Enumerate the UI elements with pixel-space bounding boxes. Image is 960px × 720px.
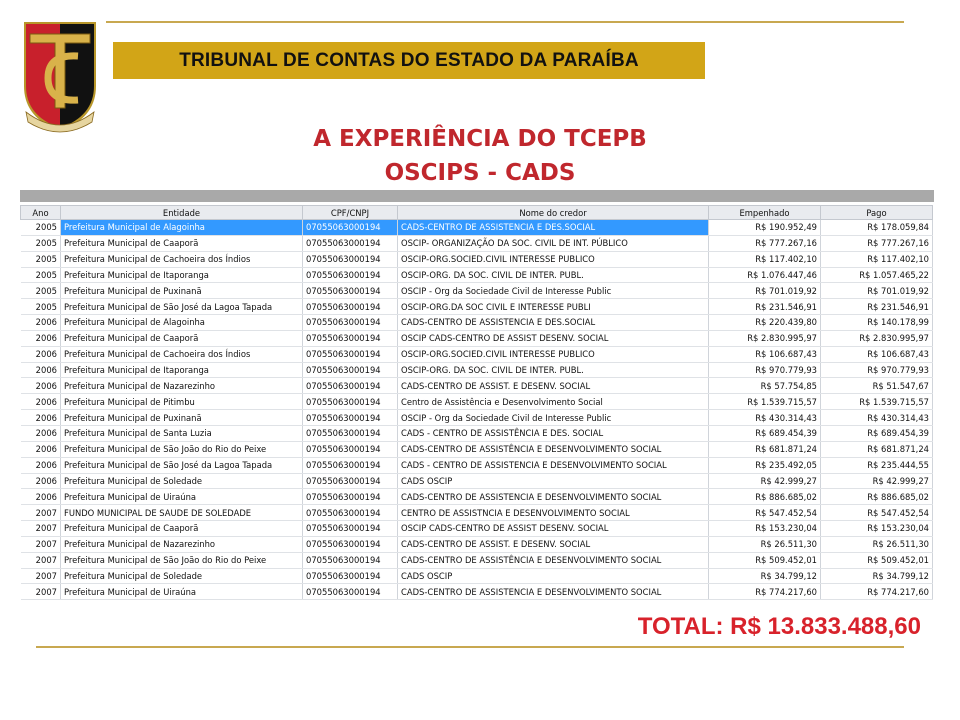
table-cell[interactable]: 07055063000194 — [303, 267, 398, 283]
table-cell[interactable]: R$ 117.402,10 — [821, 251, 933, 267]
table-row[interactable] — [21, 330, 933, 346]
table-cell[interactable]: R$ 34.799,12 — [709, 568, 821, 584]
table-cell[interactable]: CADS-CENTRO DE ASSIST. E DESENV. SOCIAL — [398, 378, 709, 394]
table-cell[interactable]: R$ 547.452,54 — [821, 505, 933, 521]
table-cell[interactable]: R$ 774.217,60 — [821, 584, 933, 600]
table-cell[interactable]: Prefeitura Municipal de Nazarezinho — [61, 536, 303, 552]
table-cell[interactable]: 2005 — [21, 299, 61, 315]
table-cell[interactable]: Prefeitura Municipal de São José da Lagoa Tapada — [61, 299, 303, 315]
table-cell[interactable]: 07055063000194 — [303, 394, 398, 410]
table-cell[interactable]: R$ 51.547,67 — [821, 378, 933, 394]
table-cell[interactable]: CADS-CENTRO DE ASSISTENCIA E DESENVOLVIMENTO SOCIAL — [398, 584, 709, 600]
table-cell[interactable]: 07055063000194 — [303, 220, 398, 236]
table-row[interactable] — [21, 473, 933, 489]
table-cell[interactable]: R$ 42.999,27 — [821, 473, 933, 489]
table-row[interactable] — [21, 536, 933, 552]
table-cell[interactable]: 07055063000194 — [303, 251, 398, 267]
column-header[interactable]: Empenhado — [709, 206, 821, 220]
table-cell[interactable]: 2007 — [21, 536, 61, 552]
table-cell[interactable]: 2006 — [21, 378, 61, 394]
table-cell[interactable]: R$ 106.687,43 — [821, 346, 933, 362]
table-cell[interactable]: CADS - CENTRO DE ASSISTÊNCIA E DES. SOCIAL — [398, 425, 709, 441]
table-cell[interactable]: Prefeitura Municipal de Santa Luzia — [61, 425, 303, 441]
table-cell[interactable]: CADS-CENTRO DE ASSISTÊNCIA E DESENVOLVIMENTO SOCIAL — [398, 441, 709, 457]
table-cell[interactable]: R$ 235.492,05 — [709, 457, 821, 473]
table-cell[interactable]: R$ 140.178,99 — [821, 315, 933, 331]
table-cell[interactable]: 2006 — [21, 441, 61, 457]
bottom-divider — [36, 646, 904, 648]
table-cell[interactable]: Prefeitura Municipal de Soledade — [61, 568, 303, 584]
table-cell[interactable]: Prefeitura Municipal de São José da Lagoa Tapada — [61, 457, 303, 473]
column-header[interactable]: Ano — [21, 206, 61, 220]
table-cell[interactable]: Prefeitura Municipal de Itaporanga — [61, 362, 303, 378]
table-cell[interactable]: R$ 509.452,01 — [821, 552, 933, 568]
table-cell[interactable]: CENTRO DE ASSISTNCIA E DESENVOLVIMENTO SOCIAL — [398, 505, 709, 521]
table-cell[interactable]: R$ 1.539.715,57 — [821, 394, 933, 410]
table-cell[interactable]: OSCIP-ORG.SOCIED.CIVIL INTERESSE PUBLICO — [398, 346, 709, 362]
table-cell[interactable]: R$ 190.952,49 — [709, 220, 821, 236]
table-cell[interactable]: 2006 — [21, 394, 61, 410]
table-cell[interactable]: R$ 1.057.465,22 — [821, 267, 933, 283]
table-row[interactable] — [21, 267, 933, 283]
table-cell[interactable]: 07055063000194 — [303, 568, 398, 584]
table-cell[interactable]: 2005 — [21, 267, 61, 283]
table-cell[interactable]: Prefeitura Municipal de Puxinanã — [61, 410, 303, 426]
table-cell[interactable]: 2006 — [21, 489, 61, 505]
table-cell[interactable]: Prefeitura Municipal de Soledade — [61, 473, 303, 489]
table-cell[interactable]: CADS-CENTRO DE ASSISTENCIA E DES.SOCIAL — [398, 315, 709, 331]
table-cell[interactable]: 2007 — [21, 521, 61, 537]
table-cell[interactable]: 07055063000194 — [303, 378, 398, 394]
table-cell[interactable]: R$ 774.217,60 — [709, 584, 821, 600]
table-cell[interactable]: R$ 777.267,16 — [709, 235, 821, 251]
table-cell[interactable]: OSCIP CADS-CENTRO DE ASSIST DESENV. SOCIAL — [398, 521, 709, 537]
table-cell[interactable]: 2005 — [21, 220, 61, 236]
table-cell[interactable]: 07055063000194 — [303, 536, 398, 552]
table-row[interactable] — [21, 505, 933, 521]
table-cell[interactable]: 2005 — [21, 251, 61, 267]
table-cell[interactable]: 2005 — [21, 235, 61, 251]
table-cell[interactable]: R$ 701.019,92 — [709, 283, 821, 299]
table-row[interactable] — [21, 378, 933, 394]
table-cell[interactable]: OSCIP-ORG. DA SOC. CIVIL DE INTER. PUBL. — [398, 267, 709, 283]
table-cell[interactable]: 2006 — [21, 457, 61, 473]
table-cell[interactable]: R$ 2.830.995,97 — [821, 330, 933, 346]
data-grid-panel — [20, 190, 934, 610]
table-cell[interactable]: CADS OSCIP — [398, 473, 709, 489]
table-cell[interactable]: 07055063000194 — [303, 410, 398, 426]
table-cell[interactable]: OSCIP-ORG.SOCIED.CIVIL INTERESSE PUBLICO — [398, 251, 709, 267]
table-cell[interactable]: Centro de Assistência e Desenvolvimento Social — [398, 394, 709, 410]
table-cell[interactable]: 07055063000194 — [303, 584, 398, 600]
table-cell[interactable]: Prefeitura Municipal de São João do Rio do Peixe — [61, 441, 303, 457]
table-row[interactable] — [21, 457, 933, 473]
table-cell[interactable]: R$ 57.754,85 — [709, 378, 821, 394]
table-cell[interactable]: 2006 — [21, 362, 61, 378]
table-cell[interactable]: R$ 970.779,93 — [709, 362, 821, 378]
table-row[interactable] — [21, 315, 933, 331]
table-cell[interactable]: R$ 231.546,91 — [709, 299, 821, 315]
table-cell[interactable]: 07055063000194 — [303, 552, 398, 568]
table-cell[interactable]: R$ 26.511,30 — [709, 536, 821, 552]
table-cell[interactable]: 2005 — [21, 283, 61, 299]
table-row[interactable] — [21, 489, 933, 505]
table-cell[interactable]: R$ 681.871,24 — [709, 441, 821, 457]
table-cell[interactable]: CADS-CENTRO DE ASSISTENCIA E DESENVOLVIMENTO SOCIAL — [398, 489, 709, 505]
table-cell[interactable]: 07055063000194 — [303, 425, 398, 441]
table-cell[interactable]: R$ 153.230,04 — [709, 521, 821, 537]
table-row[interactable] — [21, 425, 933, 441]
table-row[interactable] — [21, 283, 933, 299]
table-cell[interactable]: CADS - CENTRO DE ASSISTENCIA E DESENVOLVIMENTO SOCIAL — [398, 457, 709, 473]
table-cell[interactable]: R$ 1.076.447,46 — [709, 267, 821, 283]
table-cell[interactable]: 07055063000194 — [303, 299, 398, 315]
table-cell[interactable]: 2006 — [21, 330, 61, 346]
org-name: TRIBUNAL DE CONTAS DO ESTADO DA PARAÍBA — [179, 49, 639, 71]
table-cell[interactable]: Prefeitura Municipal de Nazarezinho — [61, 378, 303, 394]
table-cell[interactable]: 07055063000194 — [303, 489, 398, 505]
table-cell[interactable]: FUNDO MUNICIPAL DE SAUDE DE SOLEDADE — [61, 505, 303, 521]
table-row[interactable] — [21, 220, 933, 236]
data-grid — [20, 205, 933, 600]
top-divider — [106, 21, 904, 23]
table-cell[interactable]: OSCIP - Org da Sociedade Civil de Interesse Public — [398, 283, 709, 299]
table-row[interactable] — [21, 552, 933, 568]
table-cell[interactable]: Prefeitura Municipal de Cachoeira dos Índios — [61, 251, 303, 267]
table-cell[interactable]: R$ 42.999,27 — [709, 473, 821, 489]
table-cell[interactable]: R$ 701.019,92 — [821, 283, 933, 299]
table-cell[interactable]: R$ 178.059,84 — [821, 220, 933, 236]
table-cell[interactable]: OSCIP- ORGANIZAÇÃO DA SOC. CIVIL DE INT. PÚBLICO — [398, 235, 709, 251]
table-cell[interactable]: R$ 547.452,54 — [709, 505, 821, 521]
page-subtitle: OSCIPS - CADS — [384, 160, 576, 186]
table-cell[interactable]: 2007 — [21, 584, 61, 600]
table-row[interactable] — [21, 521, 933, 537]
table-cell[interactable]: Prefeitura Municipal de Caaporã — [61, 521, 303, 537]
table-cell[interactable]: OSCIP CADS-CENTRO DE ASSIST DESENV. SOCIAL — [398, 330, 709, 346]
table-cell[interactable]: 2006 — [21, 315, 61, 331]
table-cell[interactable]: CADS-CENTRO DE ASSISTENCIA E DES.SOCIAL — [398, 220, 709, 236]
table-cell[interactable]: OSCIP - Org da Sociedade Civil de Interesse Public — [398, 410, 709, 426]
table-row[interactable] — [21, 235, 933, 251]
table-cell[interactable]: R$ 886.685,02 — [821, 489, 933, 505]
table-cell[interactable]: R$ 777.267,16 — [821, 235, 933, 251]
table-cell[interactable]: Prefeitura Municipal de Uiraúna — [61, 584, 303, 600]
table-cell[interactable]: Prefeitura Municipal de Caaporã — [61, 330, 303, 346]
table-cell[interactable]: Prefeitura Municipal de Puxinanã — [61, 283, 303, 299]
table-cell[interactable]: CADS-CENTRO DE ASSISTÊNCIA E DESENVOLVIMENTO SOCIAL — [398, 552, 709, 568]
table-cell[interactable]: R$ 153.230,04 — [821, 521, 933, 537]
table-cell[interactable]: 2006 — [21, 346, 61, 362]
column-header[interactable]: Entidade — [61, 206, 303, 220]
table-cell[interactable]: 2007 — [21, 568, 61, 584]
table-cell[interactable]: 07055063000194 — [303, 441, 398, 457]
table-cell[interactable]: 07055063000194 — [303, 457, 398, 473]
table-row[interactable] — [21, 251, 933, 267]
page-title: A EXPERIÊNCIA DO TCEPB — [313, 126, 647, 152]
table-cell[interactable]: CADS-CENTRO DE ASSIST. E DESENV. SOCIAL — [398, 536, 709, 552]
table-cell[interactable]: 2006 — [21, 425, 61, 441]
table-cell[interactable]: 07055063000194 — [303, 521, 398, 537]
table-cell[interactable]: 07055063000194 — [303, 235, 398, 251]
table-cell[interactable]: 2006 — [21, 410, 61, 426]
table-cell[interactable]: Prefeitura Municipal de Uiraúna — [61, 489, 303, 505]
org-name-banner — [113, 42, 705, 79]
table-cell[interactable]: 07055063000194 — [303, 346, 398, 362]
table-cell[interactable]: 07055063000194 — [303, 505, 398, 521]
table-cell[interactable]: R$ 220.439,80 — [709, 315, 821, 331]
table-row[interactable] — [21, 410, 933, 426]
table-cell[interactable]: CADS OSCIP — [398, 568, 709, 584]
table-cell[interactable]: Prefeitura Municipal de Pitimbu — [61, 394, 303, 410]
table-row[interactable] — [21, 362, 933, 378]
grid-top-bar — [20, 190, 934, 202]
table-cell[interactable]: Prefeitura Municipal de Alagoinha — [61, 315, 303, 331]
table-cell[interactable]: R$ 970.779,93 — [821, 362, 933, 378]
table-cell[interactable]: R$ 117.402,10 — [709, 251, 821, 267]
table-cell[interactable]: 07055063000194 — [303, 473, 398, 489]
table-cell[interactable]: Prefeitura Municipal de Cachoeira dos Índios — [61, 346, 303, 362]
table-cell[interactable]: 2006 — [21, 473, 61, 489]
table-cell[interactable]: R$ 1.539.715,57 — [709, 394, 821, 410]
table-cell[interactable]: 07055063000194 — [303, 330, 398, 346]
column-header[interactable]: CPF/CNPJ — [303, 206, 398, 220]
table-cell[interactable]: 07055063000194 — [303, 315, 398, 331]
table-cell[interactable]: Prefeitura Municipal de Itaporanga — [61, 267, 303, 283]
total-amount: TOTAL: R$ 13.833.488,60 — [637, 613, 921, 640]
column-header[interactable]: Pago — [821, 206, 933, 220]
table-cell[interactable]: R$ 689.454,39 — [821, 425, 933, 441]
table-row[interactable] — [21, 299, 933, 315]
table-cell[interactable]: Prefeitura Municipal de São João do Rio do Peixe — [61, 552, 303, 568]
table-cell[interactable]: Prefeitura Municipal de Caaporã — [61, 235, 303, 251]
table-cell[interactable]: R$ 34.799,12 — [821, 568, 933, 584]
table-cell[interactable]: OSCIP-ORG. DA SOC. CIVIL DE INTER. PUBL. — [398, 362, 709, 378]
table-row[interactable] — [21, 568, 933, 584]
table-row[interactable] — [21, 394, 933, 410]
table-cell[interactable]: 07055063000194 — [303, 362, 398, 378]
table-cell[interactable]: R$ 26.511,30 — [821, 536, 933, 552]
table-cell[interactable]: R$ 430.314,43 — [821, 410, 933, 426]
table-cell[interactable]: R$ 231.546,91 — [821, 299, 933, 315]
table-cell[interactable]: 2007 — [21, 552, 61, 568]
table-cell[interactable]: 2007 — [21, 505, 61, 521]
table-row[interactable] — [21, 584, 933, 600]
column-header[interactable]: Nome do credor — [398, 206, 709, 220]
table-cell[interactable]: R$ 106.687,43 — [709, 346, 821, 362]
table-cell[interactable]: Prefeitura Municipal de Alagoinha — [61, 220, 303, 236]
table-cell[interactable]: R$ 430.314,43 — [709, 410, 821, 426]
grid-header-row — [21, 206, 933, 220]
table-cell[interactable]: R$ 2.830.995,97 — [709, 330, 821, 346]
table-cell[interactable]: R$ 681.871,24 — [821, 441, 933, 457]
table-cell[interactable]: R$ 689.454,39 — [709, 425, 821, 441]
table-cell[interactable]: R$ 235.444,55 — [821, 457, 933, 473]
table-cell[interactable]: R$ 886.685,02 — [709, 489, 821, 505]
tce-logo — [18, 16, 102, 134]
table-cell[interactable]: 07055063000194 — [303, 283, 398, 299]
table-row[interactable] — [21, 441, 933, 457]
table-cell[interactable]: R$ 509.452,01 — [709, 552, 821, 568]
table-row[interactable] — [21, 346, 933, 362]
table-cell[interactable]: OSCIP-ORG.DA SOC CIVIL E INTERESSE PUBLI — [398, 299, 709, 315]
